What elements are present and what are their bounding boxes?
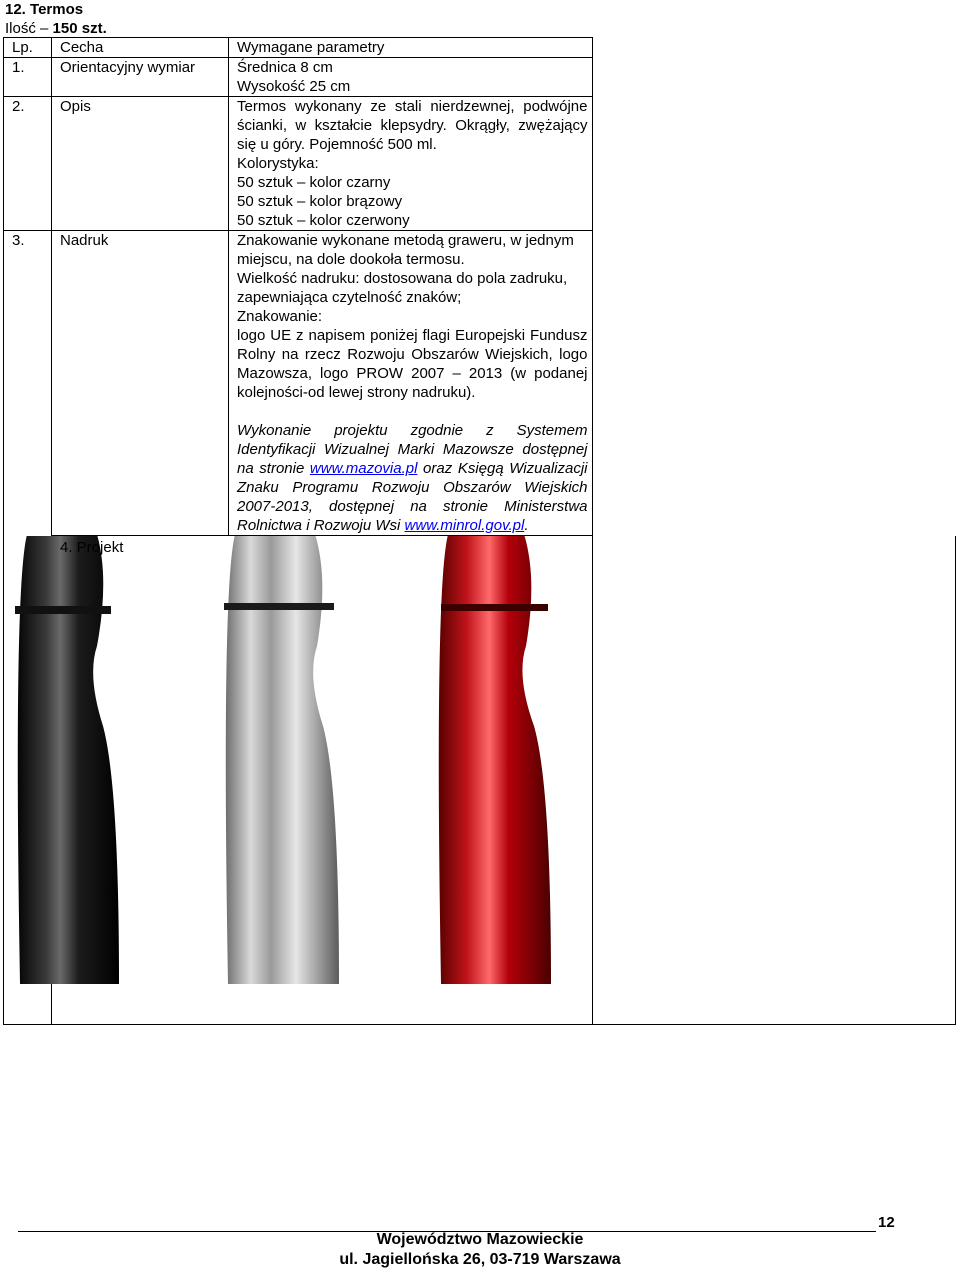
footer-address: ul. Jagiellońska 26, 03-719 Warszawa	[339, 1251, 621, 1268]
page-number: 12	[878, 1214, 895, 1231]
table-row	[4, 58, 956, 97]
table-header-row	[4, 38, 956, 58]
project-cell	[52, 536, 593, 1025]
thermos-bottles-icon	[0, 536, 768, 1024]
logos-text: logo UE z napisem poniżej flagi Europejski Fundusz Rolny na rzecz Rozwoju Obszarów Wiejskich, logo Mazowsza, logo PROW 2007 – 2013 (w podanej kolejności-od lewej strony nadruku).	[237, 327, 588, 401]
mazovia-link[interactable]: www.mazovia.pl	[309, 460, 418, 477]
header-params: Wymagane parametry	[229, 38, 593, 58]
param-line: 50 sztuk – kolor brązowy	[237, 193, 403, 210]
row-lp: 3.	[4, 231, 52, 1025]
spec-table	[3, 37, 956, 1025]
param-line: Wielkość nadruku: dostosowana do pola zadruku, zapewniająca czytelność znaków;	[237, 270, 568, 306]
param-line: Znakowanie wykonane metodą graweru, w jednym miejscu, na dole dookoła termosu.	[237, 232, 574, 268]
product-photo	[52, 536, 592, 1024]
row-feature: Opis	[52, 97, 229, 231]
red-thermos	[439, 536, 551, 984]
row-lp: 2.	[4, 97, 52, 231]
row-feature: Nadruk	[52, 231, 229, 536]
document-heading	[5, 0, 107, 38]
silver-thermos	[224, 536, 339, 984]
param-line: Średnica 8 cm	[237, 59, 333, 76]
project-label: 4. Projekt	[60, 539, 124, 556]
param-line: Wysokość 25 cm	[237, 78, 351, 95]
param-line: 50 sztuk – kolor czerwony	[237, 212, 410, 229]
param-line: Kolorystyka:	[237, 155, 319, 172]
table-row	[4, 97, 956, 231]
minrol-link[interactable]: www.minrol.gov.pl	[404, 517, 525, 534]
row-params	[229, 231, 593, 536]
table-row	[4, 536, 956, 1025]
black-thermos	[15, 536, 119, 984]
param-line: Znakowanie:	[237, 308, 323, 325]
param-line: 50 sztuk – kolor czarny	[237, 174, 391, 191]
description-text: Termos wykonany ze stali nierdzewnej, podwójne ścianki, w kształcie klepsydry. Okrągły, zwężający się u góry. Pojemność 500 ml.	[237, 98, 588, 153]
table-row	[4, 231, 956, 536]
row-params	[229, 97, 593, 231]
design-note: Wykonanie projektu zgodnie z Systemem Identyfikacji Wizualnej Marki Mazowsze dostępnej na stronie www.mazovia.pl oraz Księgą Wizualizacji Znaku Programu Rozwoju Obszarów Wiejskich 2007-2013, dostępnej na stronie Ministerstwa Rolnictwa i Rozwoju Wsi www.minrol.gov.pl.	[237, 422, 588, 534]
footer-org: Województwo Mazowieckie	[376, 1231, 584, 1248]
quantity-line: Ilość – 150 szt.	[5, 20, 107, 37]
row-feature: Orientacyjny wymiar	[52, 58, 229, 97]
section-title: 12. Termos	[5, 1, 84, 18]
row-params	[229, 58, 593, 97]
row-lp: 1.	[4, 58, 52, 97]
header-lp: Lp.	[4, 38, 52, 58]
header-feature: Cecha	[52, 38, 229, 58]
